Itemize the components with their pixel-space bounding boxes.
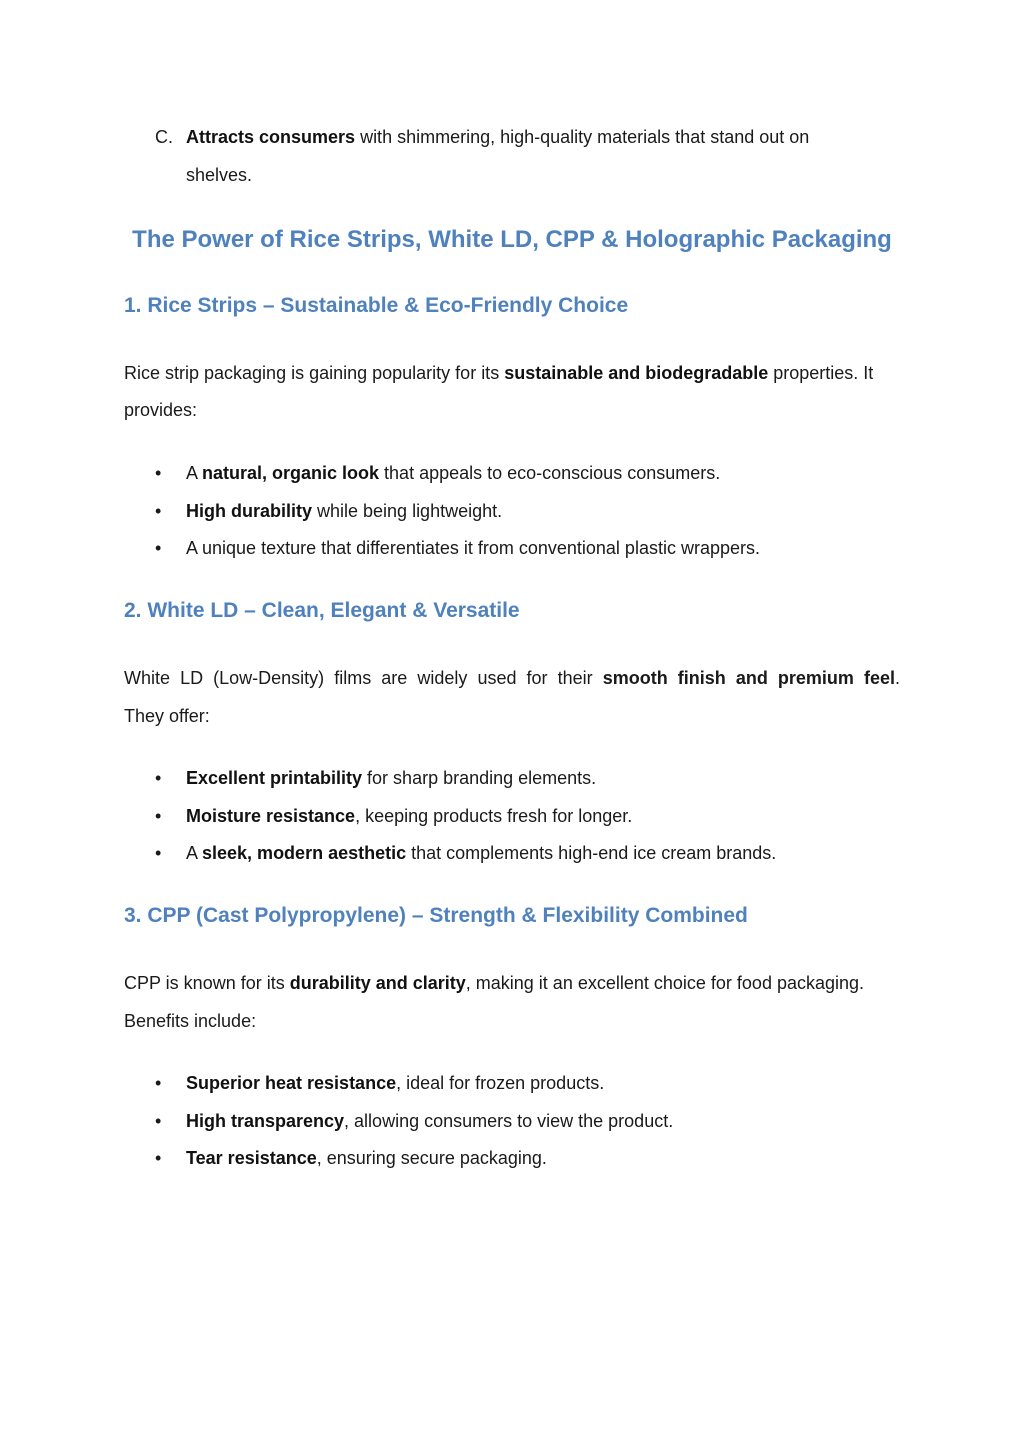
para-text: properties. It [768, 363, 874, 383]
list-text: A [186, 843, 203, 863]
list-bold-text: sleek, modern aesthetic [202, 843, 407, 863]
list-text: , ensuring secure packaging. [316, 1148, 547, 1168]
list-text: , ideal for frozen products. [396, 1073, 605, 1093]
list-item [186, 461, 720, 485]
section-paragraph [124, 971, 864, 995]
bullet-glyph: • [155, 538, 162, 558]
section-heading-white-ld: 2. White LD – Clean, Elegant & Versatile [124, 599, 520, 622]
list-item [186, 1109, 673, 1133]
section-paragraph-line2: provides: [124, 400, 198, 420]
intro-bold-text: Attracts consumers [186, 127, 356, 147]
list-text: A unique texture that differentiates it from conventional plastic wrappers. [186, 538, 760, 558]
section-heading-rice-strips: 1. Rice Strips – Sustainable & Eco-Friendly Choice [124, 294, 629, 317]
list-text: that appeals to eco-conscious consumers. [379, 463, 721, 483]
para-bold-text: durability and clarity [289, 973, 466, 993]
list-text: that complements high-end ice cream brands. [406, 843, 777, 863]
para-text: Rice strip packaging is gaining popularity for its [124, 363, 505, 383]
list-item [186, 499, 502, 523]
bullet-glyph: • [155, 463, 162, 483]
list-bold-text: Tear resistance [186, 1148, 317, 1168]
bullet-glyph: • [155, 768, 162, 788]
list-bold-text: natural, organic look [202, 463, 380, 483]
list-item [186, 841, 776, 865]
intro-list-marker: C. [155, 127, 173, 147]
para-text: CPP is known for its [124, 973, 290, 993]
bullet-glyph: • [155, 501, 162, 521]
list-bold-text: Superior heat resistance [186, 1073, 397, 1093]
para-text: . [894, 668, 900, 688]
list-item [186, 1071, 604, 1095]
bullet-glyph: • [155, 843, 162, 863]
section-heading-cpp: 3. CPP (Cast Polypropylene) – Strength & Flexibility Combined [124, 904, 748, 927]
list-text: for sharp branding elements. [362, 768, 597, 788]
bullet-glyph: • [155, 1148, 162, 1168]
list-bold-text: High transparency [186, 1111, 345, 1131]
list-item [186, 804, 632, 828]
section-paragraph-line2: Benefits include: [124, 1011, 257, 1031]
list-item [186, 766, 596, 790]
list-text: , allowing consumers to view the product. [344, 1111, 674, 1131]
list-text: A [186, 463, 203, 483]
section-paragraph [124, 361, 873, 385]
para-text: White LD (Low-Density) films are widely used for their [124, 668, 603, 688]
list-text: , keeping products fresh for longer. [355, 806, 633, 826]
para-bold-text: smooth finish and premium feel [602, 668, 895, 688]
main-title: The Power of Rice Strips, White LD, CPP & Holographic Packaging [132, 226, 892, 253]
list-bold-text: Excellent printability [186, 768, 363, 788]
intro-rest-text: with shimmering, high-quality materials that stand out on [355, 127, 810, 147]
section-paragraph-line2: They offer: [124, 706, 210, 726]
intro-list-item [186, 125, 809, 149]
para-text: , making it an excellent choice for food packaging. [465, 973, 865, 993]
list-bold-text: High durability [186, 501, 312, 521]
intro-continuation: shelves. [186, 165, 253, 185]
list-bold-text: Moisture resistance [186, 806, 356, 826]
list-text: while being lightweight. [312, 501, 503, 521]
bullet-glyph: • [155, 1073, 162, 1093]
section-paragraph [124, 666, 900, 690]
para-bold-text: sustainable and biodegradable [504, 363, 769, 383]
list-item [186, 536, 760, 560]
list-item [186, 1146, 547, 1170]
bullet-glyph: • [155, 806, 162, 826]
bullet-glyph: • [155, 1111, 162, 1131]
